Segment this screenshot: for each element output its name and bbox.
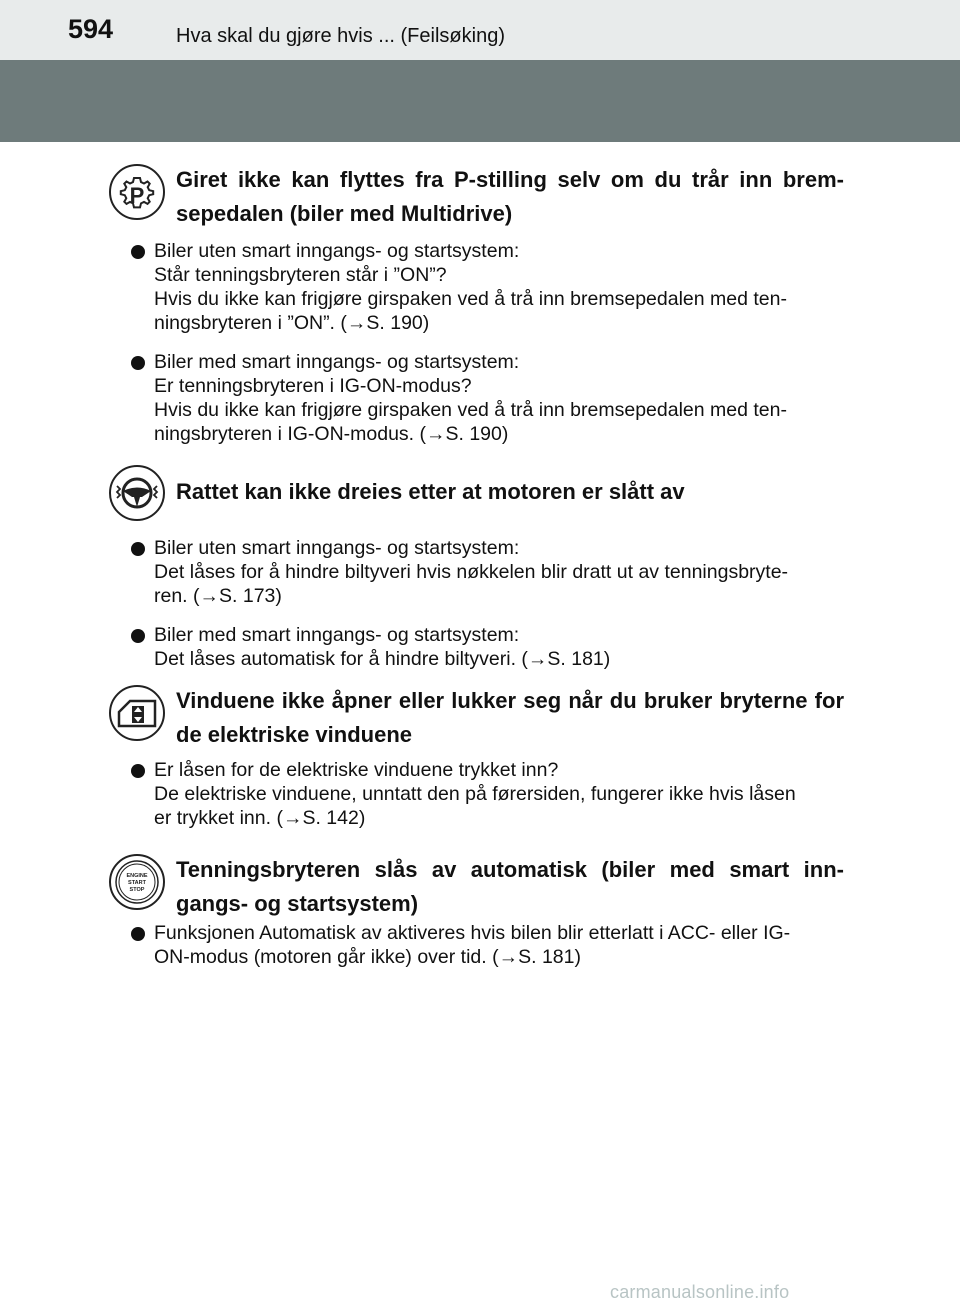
bullet-line: De elektriske vinduene, unntatt den på førersiden, fungerer ikke hvis låsen: [154, 783, 796, 805]
engine-start-stop-icon: [108, 853, 166, 911]
bullet-line: Det låses for å hindre biltyveri hvis nøkkelen blir dratt ut av tenningsbryte-: [154, 561, 789, 583]
engine-button-label: START: [128, 880, 146, 886]
section-title: Giret ikke kan flyttes fra P-stilling selv om du trår inn brem-sepedalen (biler med Multidrive): [176, 167, 844, 226]
list-item: [108, 536, 848, 608]
section-title: Tenningsbryteren slås av automatisk (biler med smart inn-gangs- og startsystem): [176, 857, 844, 916]
section-power-windows: [108, 684, 848, 830]
section-title: Rattet kan ikke dreies etter at motoren er slått av: [176, 479, 685, 504]
bullet-line: Biler med smart inngangs- og startsystem:: [154, 624, 520, 646]
list-item: [108, 758, 848, 830]
bullet-line: Funksjonen Automatisk av aktiveres hvis bilen blir etterlatt i ACC- eller IG-: [154, 922, 791, 944]
list-item: [108, 239, 848, 335]
chapter-title: Hva skal du gjøre hvis ... (Feilsøking): [176, 25, 505, 47]
svg-text:P: P: [129, 183, 145, 208]
section-auto-off: [108, 853, 848, 969]
section-steering-lock: [108, 464, 848, 671]
list-item: [108, 350, 848, 446]
bullet-dot: [131, 245, 145, 259]
bullet-line: ON-modus (motoren går ikke) over tid. (→S. 181): [154, 946, 581, 968]
bullet-dot: [131, 356, 145, 370]
engine-button-label: STOP: [129, 887, 145, 893]
bullet-line: Biler uten smart inngangs- og startsystem:: [154, 537, 520, 559]
steering-wheel-icon: [108, 464, 166, 522]
bullet-dot: [131, 629, 145, 643]
engine-button-label: ENGINE: [126, 873, 148, 879]
bullet-line: Er tenningsbryteren i IG-ON-modus?: [154, 375, 472, 397]
bullet-line: Står tenningsbryteren står i ”ON”?: [154, 264, 447, 286]
bullet-line: ren. (→S. 173): [154, 585, 282, 607]
power-window-icon: [108, 684, 166, 742]
page-number: 594: [68, 14, 114, 44]
bullet-line: Er låsen for de elektriske vinduene trykket inn?: [154, 759, 559, 781]
bullet-line: ningsbryteren i IG-ON-modus. (→S. 190): [154, 423, 509, 445]
header-band: [0, 60, 960, 142]
list-item: [108, 623, 848, 671]
section-title: Vinduene ikke åpner eller lukker seg når du bruker bryterne for de elektriske vinduene: [176, 688, 844, 747]
bullet-line: Hvis du ikke kan frigjøre girspaken ved å trå inn bremsepedalen med ten-: [154, 288, 787, 310]
page-header: [0, 0, 960, 60]
bullet-line: Biler med smart inngangs- og startsystem:: [154, 351, 520, 373]
bullet-line: Hvis du ikke kan frigjøre girspaken ved å trå inn bremsepedalen med ten-: [154, 399, 787, 421]
bullet-line: Biler uten smart inngangs- og startsystem:: [154, 240, 520, 262]
watermark: carmanualsonline.info: [610, 1282, 790, 1302]
bullet-line: Det låses automatisk for å hindre biltyveri. (→S. 181): [154, 648, 611, 670]
bullet-dot: [131, 927, 145, 941]
bullet-line: er trykket inn. (→S. 142): [154, 807, 366, 829]
list-item: [108, 921, 848, 969]
bullet-dot: [131, 542, 145, 556]
gear-p-icon: [108, 163, 166, 221]
bullet-line: ningsbryteren i ”ON”. (→S. 190): [154, 312, 430, 334]
section-shift-lock: [108, 163, 848, 446]
bullet-dot: [131, 764, 145, 778]
